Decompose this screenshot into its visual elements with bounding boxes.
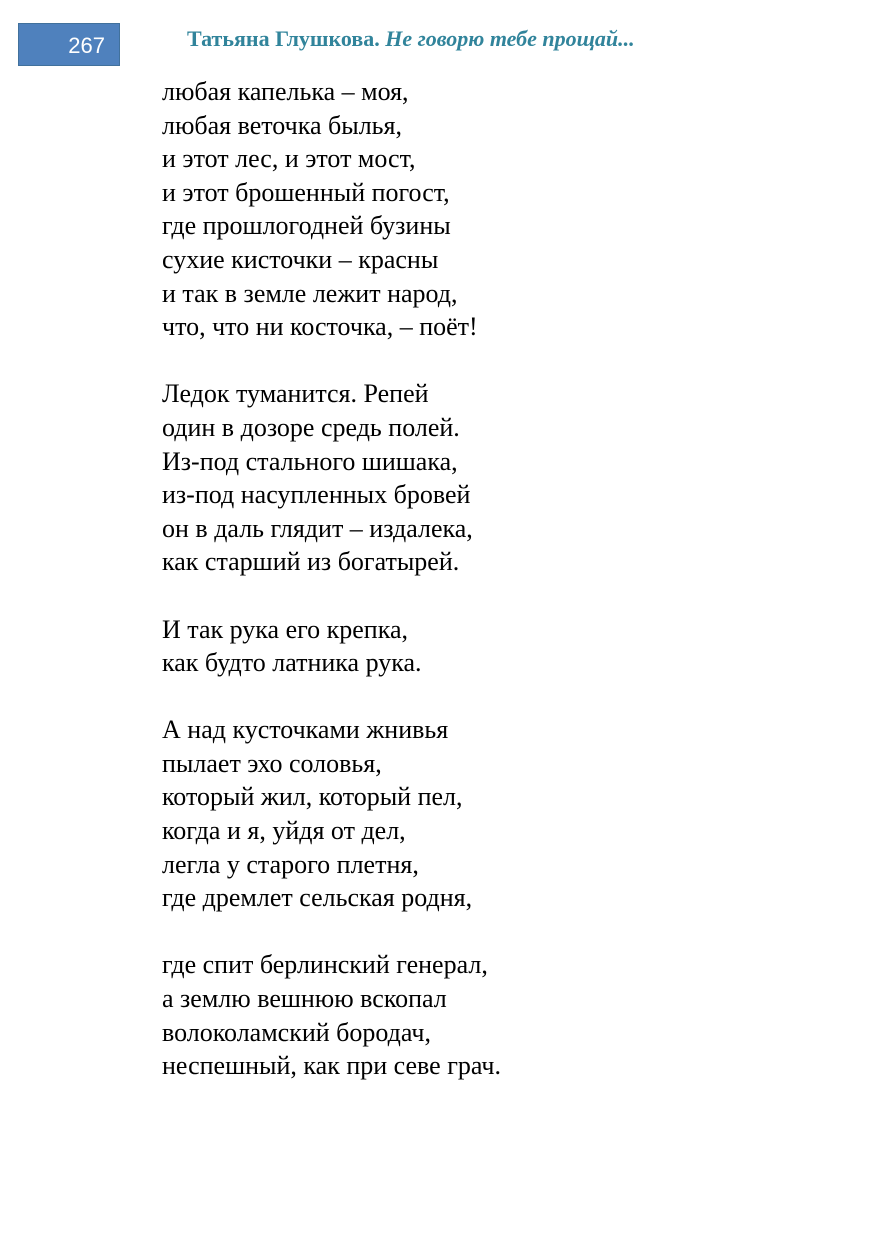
poem-line: где прошлогодней бузины (162, 211, 451, 241)
poem-line: где дремлет сельская родня, (162, 883, 473, 913)
poem-line: И так рука его крепка, (162, 614, 408, 644)
poem-line: когда и я, уйдя от дел, (162, 816, 406, 846)
poem-line: он в даль глядит – издалека, (162, 513, 473, 543)
poem-line: и этот лес, и этот мост, (162, 144, 416, 174)
poem-line: любая капелька – моя, (162, 77, 409, 106)
poem-line: сухие кисточки – красны (162, 244, 439, 274)
poem-line: а землю вешнюю вскопал (162, 984, 447, 1014)
author-name: Татьяна Глушкова. (187, 26, 380, 51)
poem-line: который жил, который пел, (162, 782, 463, 812)
poem-line: неспешный, как при севе грач. (162, 1051, 501, 1081)
page-number-badge (18, 23, 120, 66)
page-number: 267 (68, 33, 105, 58)
poem-line: любая веточка былья, (162, 110, 402, 140)
poem-body (162, 75, 501, 1116)
stanza-5 (162, 948, 501, 1082)
poem-line: Ледок туманится. Репей (162, 379, 429, 409)
poem-line: и этот брошенный погост, (162, 177, 450, 207)
stanza-3 (162, 613, 501, 680)
poem-line: волоколамский бородач, (162, 1017, 431, 1047)
poem-line: Из-под стального шишака, (162, 446, 458, 476)
poem-line: и так в земле лежит народ, (162, 278, 458, 308)
poem-line: один в дозоре средь полей. (162, 412, 460, 442)
poem-line: легла у старого плетня, (162, 849, 419, 879)
running-header (187, 24, 635, 54)
poem-line: что, что ни косточка, – поёт! (162, 312, 478, 342)
stanza-4 (162, 713, 501, 915)
poem-line: пылает эхо соловья, (162, 748, 382, 778)
poem-line: как старший из богатырей. (162, 547, 460, 577)
stanza-1 (162, 75, 501, 344)
poem-line: А над кусточками жнивья (162, 715, 449, 745)
stanza-2 (162, 377, 501, 579)
book-title: Не говорю тебе прощай... (385, 26, 635, 51)
poem-line: как будто латника рука. (162, 648, 422, 678)
poem-line: где спит берлинский генерал, (162, 950, 488, 980)
poem-line: из-под насупленных бровей (162, 480, 471, 510)
